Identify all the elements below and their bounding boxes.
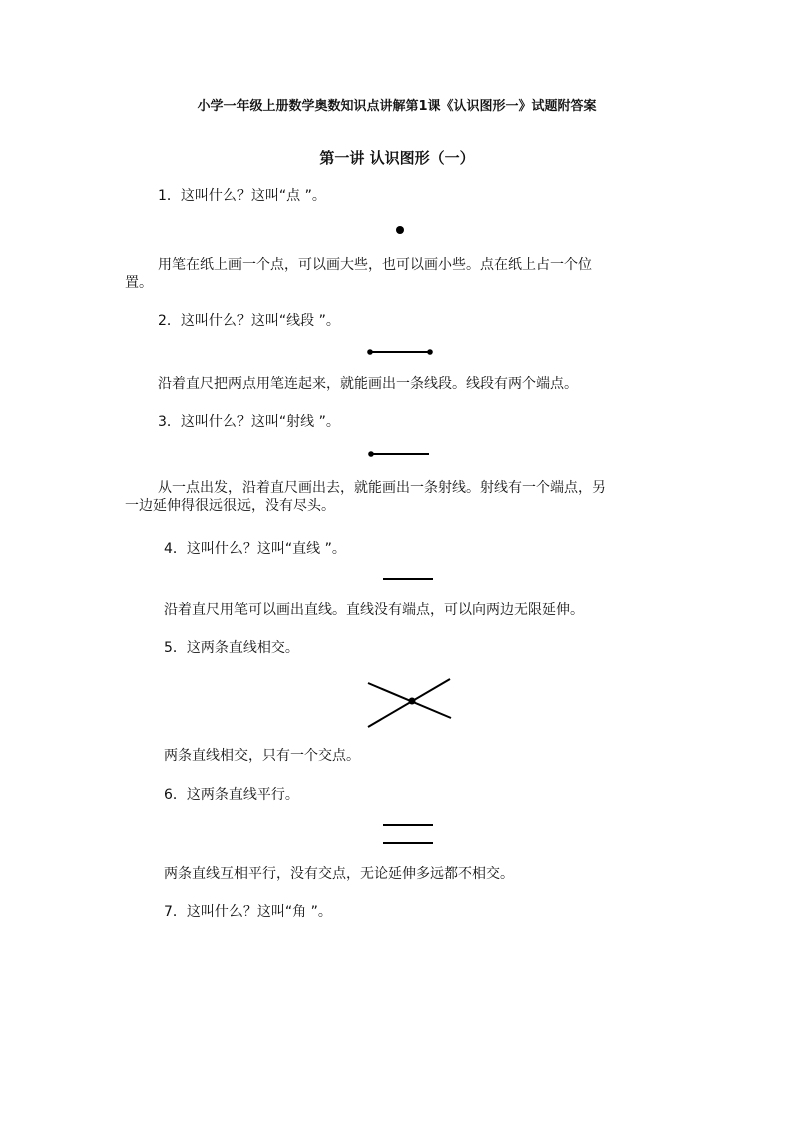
- explanation-1-line-1: 用笔在纸上画一个点，可以画大些，也可以画小些。点在纸上占一个位: [158, 257, 592, 273]
- question-4: 4．这叫什么？这叫“直线 ”。: [164, 541, 346, 557]
- question-6: 6．这两条直线平行。: [164, 787, 299, 803]
- question-7: 7．这叫什么？这叫“角 ”。: [164, 904, 332, 920]
- explanation-2-line-1: 沿着直尺把两点用笔连起来，就能画出一条线段。线段有两个端点。: [158, 376, 578, 392]
- explanation-6-line-1: 两条直线互相平行，没有交点，无论延伸多远都不相交。: [164, 866, 514, 882]
- parallel-lines-figure: [383, 825, 433, 843]
- document-title: 小学一年级上册数学奥数知识点讲解第1课《认识图形一》试题附答案: [197, 99, 597, 114]
- lesson-title: 第一讲 认识图形（一）: [319, 149, 475, 167]
- explanation-3-line-1: 从一点出发，沿着直尺画出去，就能画出一条射线。射线有一个端点，另: [158, 480, 606, 496]
- explanation-4-line-1: 沿着直尺用笔可以画出直线。直线没有端点，可以向两边无限延伸。: [164, 602, 584, 618]
- explanation-5-line-1: 两条直线相交，只有一个交点。: [164, 748, 360, 764]
- intersecting-lines-figure: [368, 679, 451, 727]
- line-segment-figure: [367, 349, 433, 355]
- point-figure: [396, 226, 404, 234]
- question-3: 3．这叫什么？这叫“射线 ”。: [158, 414, 340, 430]
- ray-figure: [368, 451, 429, 457]
- explanation-3-line-2: 一边延伸得很远很远，没有尽头。: [125, 498, 335, 514]
- question-1: 1．这叫什么？这叫“点 ”。: [158, 188, 326, 204]
- question-2: 2．这叫什么？这叫“线段 ”。: [158, 313, 340, 329]
- question-5: 5．这两条直线相交。: [164, 640, 299, 656]
- explanation-1-line-2: 置。: [125, 275, 153, 291]
